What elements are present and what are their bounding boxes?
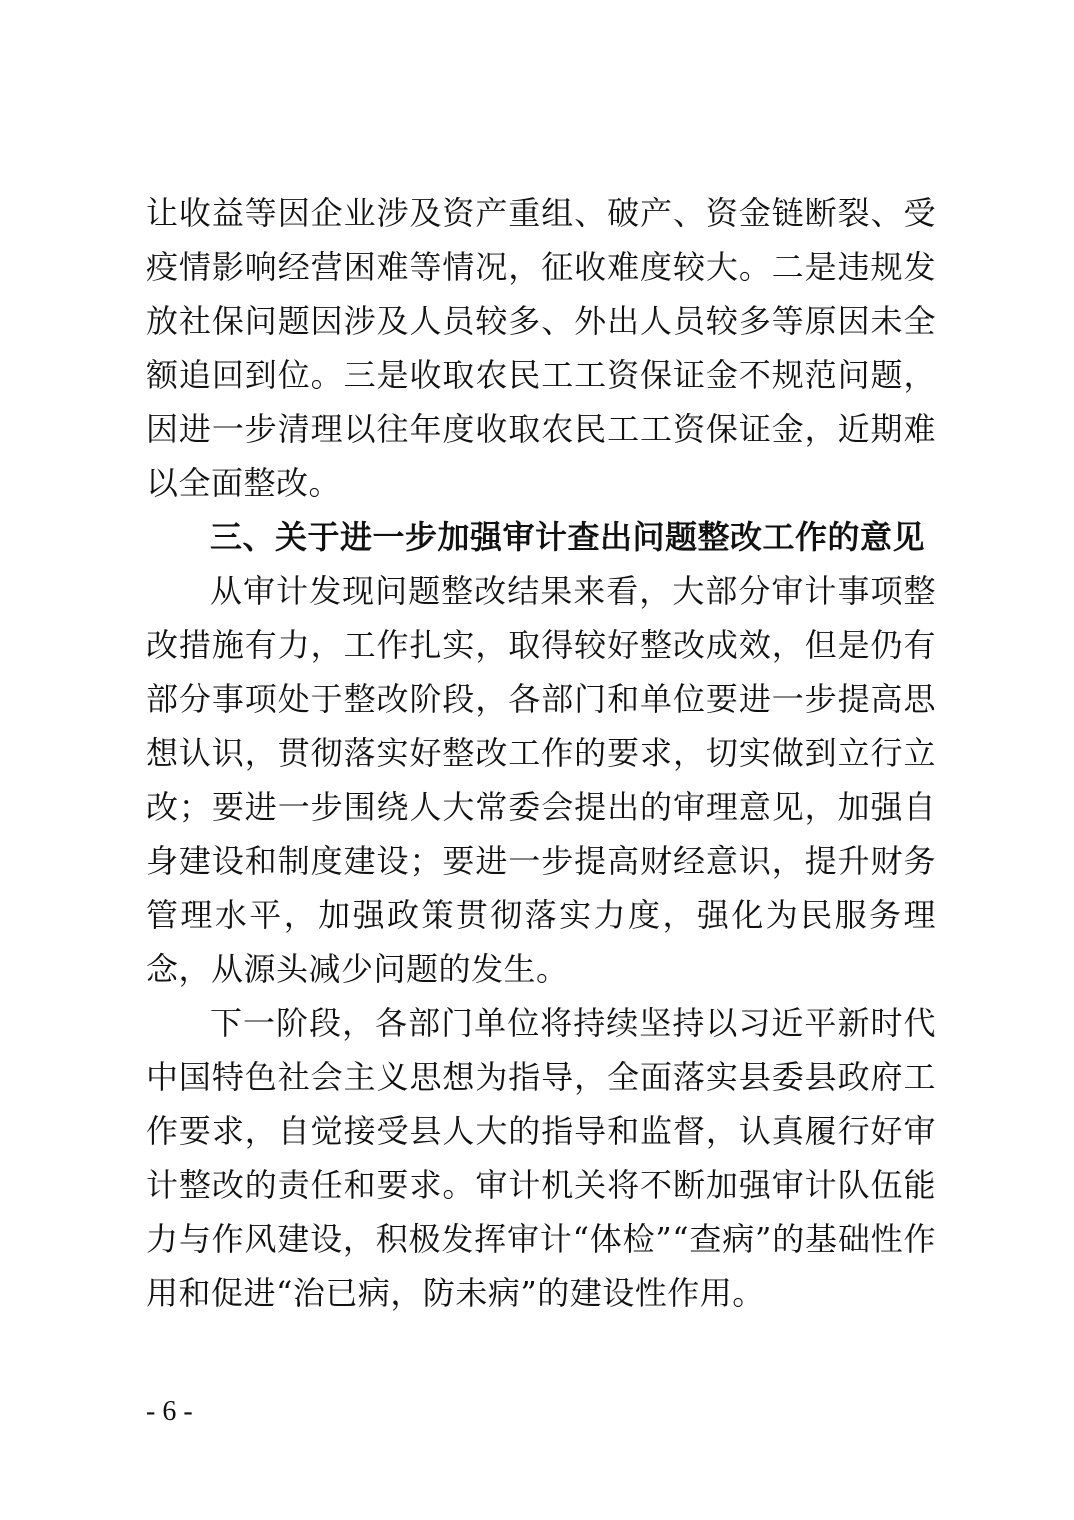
body-paragraph: 从审计发现问题整改结果来看，大部分审计事项整改措施有力，工作扎实，取得较好整改成效，但是仍有部分事项处于整改阶段，各部门和单位要进一步提高思想认识，贯彻落实好整改工作的要求，切实做到立行立改；要进一步围绕人大常委会提出的审理意见，加强自身建设和制度建设；要进一步提高财经意识，提升财务管理水平，加强政策贯彻落实力度，强化为民服务理念，从源头减少问题的发生。: [146, 572, 936, 988]
continued-paragraph: 让收益等因企业涉及资产重组、破产、资金链断裂、受疫情影响经营困难等情况，征收难度较大。二是违规发放社保问题因涉及人员较多、外出人员较多等原因未全额追回到位。三是收取农民工工资保证金不规范问题，因进一步清理以往年度收取农民工工资保证金，近期难以全面整改。: [146, 194, 936, 502]
section-heading: 三、关于进一步加强审计查出问题整改工作的意见: [210, 518, 926, 556]
page-number: - 6 -: [146, 1396, 193, 1427]
document-body: [146, 186, 936, 1320]
body-paragraph: 下一阶段，各部门单位将持续坚持以习近平新时代中国特色社会主义思想为指导，全面落实县委县政府工作要求，自觉接受县人大的指导和监督，认真履行好审计整改的责任和要求。审计机关将不断加强审计队伍能力与作风建设，积极发挥审计“体检”“查病”的基础性作用和促进“治已病，防未病”的建设性作用。: [146, 1004, 936, 1312]
